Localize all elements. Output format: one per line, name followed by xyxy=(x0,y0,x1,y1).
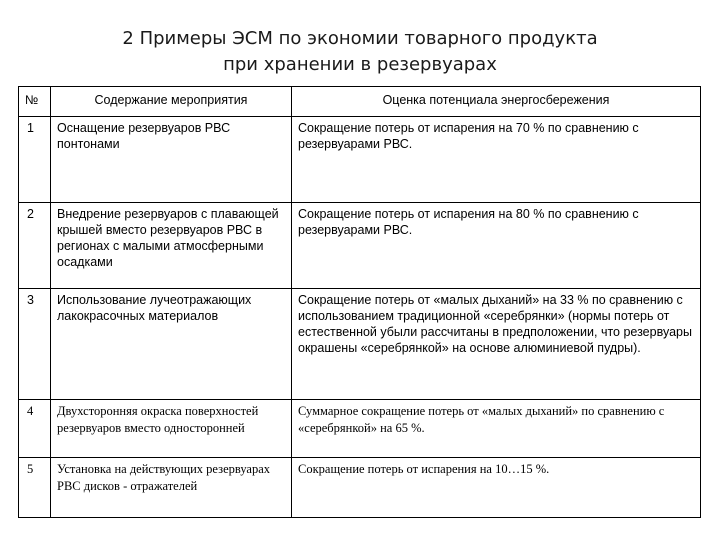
table-header-row xyxy=(19,87,701,117)
table-row xyxy=(19,203,701,289)
header-assessment: Оценка потенциала энергосбережения xyxy=(292,87,701,117)
row-assessment: Суммарное сокращение потерь от «малых дыханий» по сравнению с «серебрянкой» на 65 %. xyxy=(292,400,701,458)
row-measure: Двухсторонняя окраска поверхностей резервуаров вместо односторонней xyxy=(51,400,292,458)
row-measure: Установка на действующих резервуарах РВС дисков - отражателей xyxy=(51,458,292,518)
row-measure: Использование лучеотражающих лакокрасочных материалов xyxy=(51,289,292,400)
row-number: 1 xyxy=(19,117,51,203)
row-number: 2 xyxy=(19,203,51,289)
measures-table xyxy=(18,86,701,518)
row-assessment: Сокращение потерь от испарения на 10…15 %. xyxy=(292,458,701,518)
table-row xyxy=(19,289,701,400)
row-number: 3 xyxy=(19,289,51,400)
title-line-2: при хранении в резервуарах xyxy=(223,54,497,75)
row-assessment: Сокращение потерь от испарения на 70 % по сравнению с резервуарами РВС. xyxy=(292,117,701,203)
row-assessment: Сокращение потерь от испарения на 80 % по сравнению с резервуарами РВС. xyxy=(292,203,701,289)
table-row xyxy=(19,400,701,458)
header-measure: Содержание мероприятия xyxy=(51,87,292,117)
row-measure: Внедрение резервуаров с плавающей крышей вместо резервуаров РВС в регионах с малыми атмосферными осадками xyxy=(51,203,292,289)
row-number: 4 xyxy=(19,400,51,458)
page-title xyxy=(0,26,720,78)
header-number: № xyxy=(19,87,51,117)
row-number: 5 xyxy=(19,458,51,518)
row-assessment: Сокращение потерь от «малых дыханий» на 33 % по сравнению с использованием традиционной «серебрянки» (нормы потерь от естественной убыли рассчитаны в предположении, что резервуары окрашены «серебрянкой» на основе алюминиевой пудры). xyxy=(292,289,701,400)
table-row xyxy=(19,117,701,203)
table-row xyxy=(19,458,701,518)
row-measure: Оснащение резервуаров РВС понтонами xyxy=(51,117,292,203)
title-line-1: 2 Примеры ЭСМ по экономии товарного продукта xyxy=(122,28,598,49)
